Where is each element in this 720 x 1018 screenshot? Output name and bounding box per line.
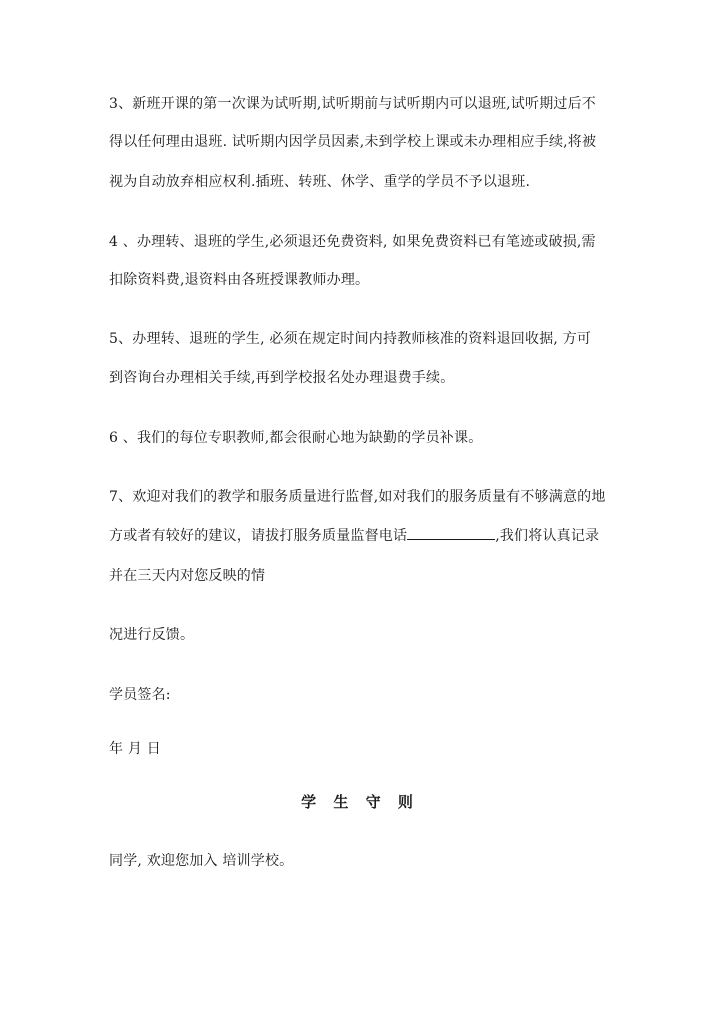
item7-line2 <box>109 526 619 546</box>
item7-line4: 况进行反馈。 <box>109 627 195 643</box>
greeting-line: 同学, 欢迎您加入 培训学校。 <box>109 853 294 869</box>
item5-line2: 到咨询台办理相关手续,再到学校报名处办理退费手续。 <box>109 370 455 386</box>
item4-line1: 4 、办理转、退班的学生,必须退还免费资料, 如果免费资料已有笔迹或破损,需 <box>109 234 596 250</box>
item3-line1: 3、新班开课的第一次课为试听期,试听期前与试听期内可以退班,试听期过后不 <box>109 96 597 112</box>
item7-line3: 并在三天内对您反映的情 <box>109 568 266 584</box>
item3-line3: 视为自动放弃相应权利.插班、转班、休学、重学的学员不予以退班. <box>109 174 531 190</box>
date-label: 年 月 日 <box>109 741 161 757</box>
rules-title: 学 生 守 则 <box>301 793 419 811</box>
phone-number-blank <box>407 527 495 540</box>
item7-line1: 7、欢迎对我们的教学和服务质量进行监督,如对我们的服务质量有不够满意的地 <box>109 489 606 505</box>
item7-line2-after: ,我们将认真记录 <box>495 528 600 544</box>
item7-line2-before: 方或者有较好的建议，请拔打服务质量监督电话 <box>109 528 408 544</box>
item4-line2: 扣除资料费,退资料由各班授课教师办理。 <box>109 272 370 288</box>
item6-line1: 6 、我们的每位专职教师,都会很耐心地为缺勤的学员补课。 <box>109 430 483 446</box>
signature-label: 学员签名: <box>109 687 171 703</box>
item3-line2: 得以任何理由退班. 试听期内因学员因素,未到学校上课或未办理相应手续,将被 <box>109 134 597 150</box>
item5-line1: 5、办理转、退班的学生, 必须在规定时间内持教师核准的资料退回收据, 方可 <box>109 331 592 347</box>
